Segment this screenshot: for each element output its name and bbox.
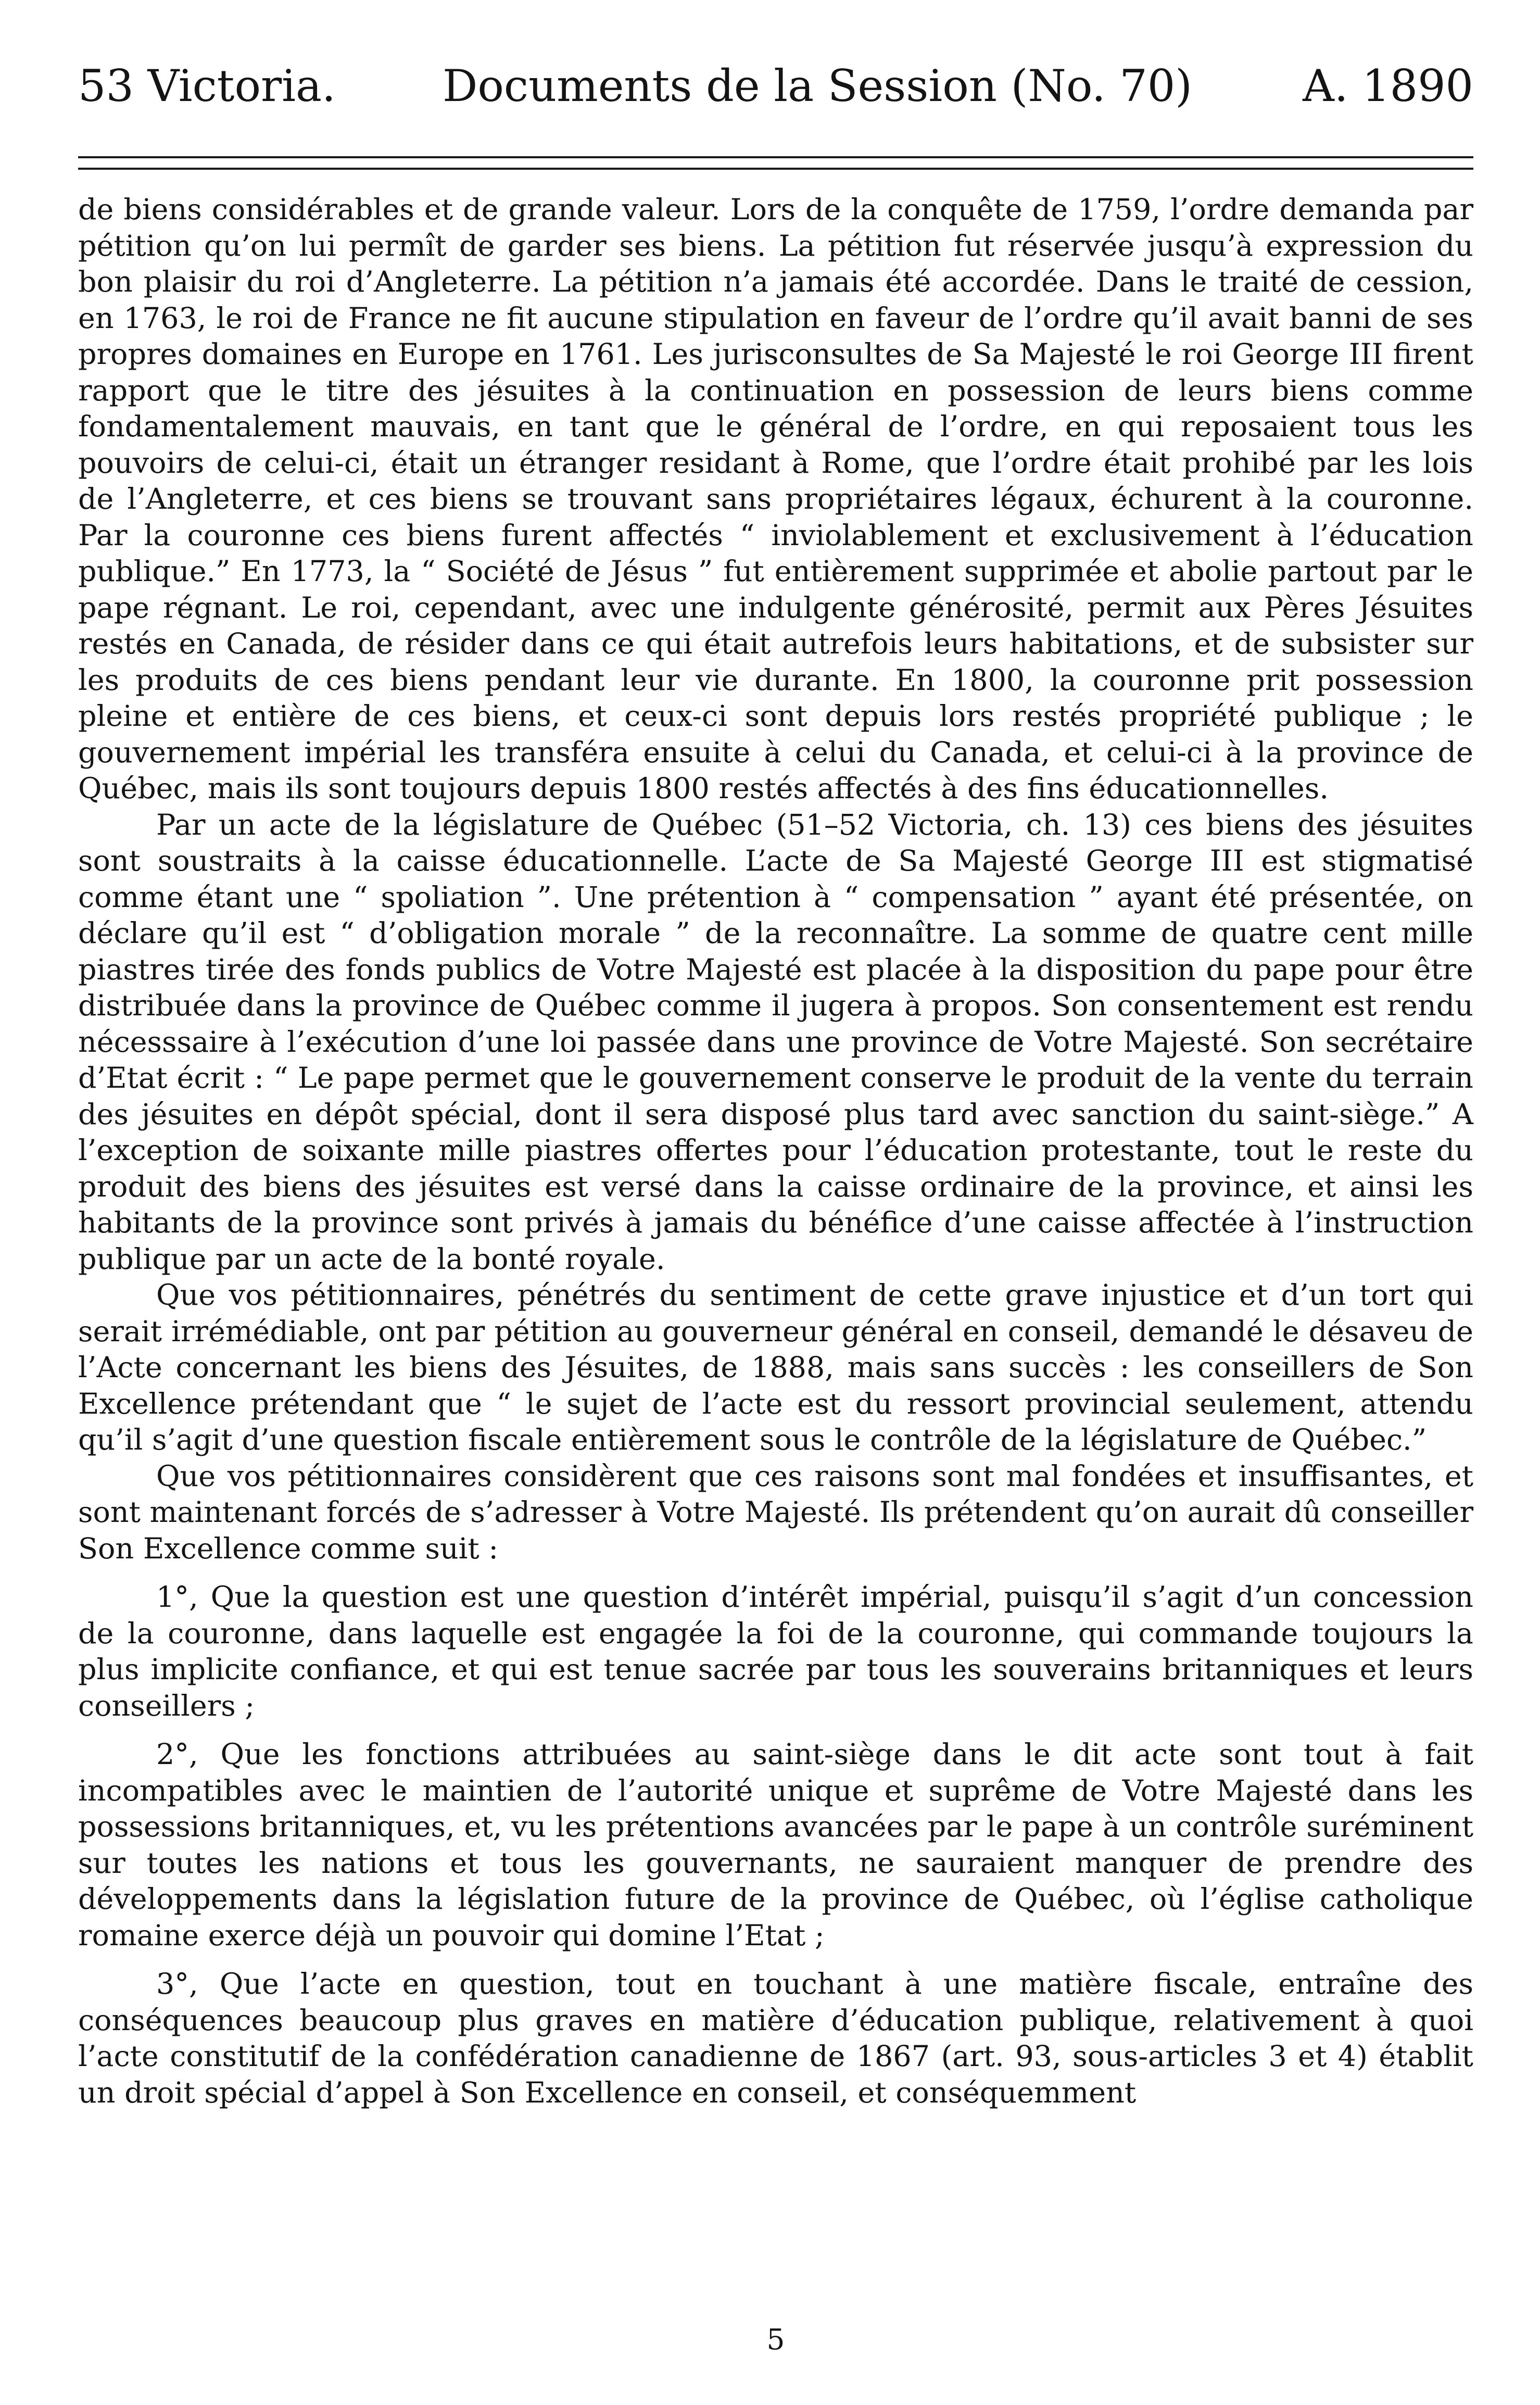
header-rule-top [78,156,1473,158]
page-number: 5 [766,2323,785,2356]
document-page [78,57,1473,2369]
list-item-second: 2°, Que les fonctions attribuées au saint-siège dans le dit acte sont tout à fait incompatibles avec le maintien de l’autorité unique et suprême de Votre Majesté dans les possessions britanniques, et, vu les prétentions avancées par le pape à un contrôle suréminent sur toutes les nations et tous les gouvernants, ne sauraient manquer de prendre des développements dans la législation future de la province de Québec, où l’église catholique romaine exerce déjà un pouvoir qui domine l’Etat ; [78,1737,1473,1953]
paragraph-petition-disallowance: Que vos pétitionnaires, pénétrés du sentiment de cette grave injustice et d’un tort qui serait irrémédiable, ont par pétition au gouverneur général en conseil, demandé le désaveu de l’Acte concernant les biens des Jésuites, de 1888, mais sans succès : les conseillers de Son Excellence prétendant que “ le sujet de l’acte est du ressort provincial seulement, attendu qu’il s’agit d’une question fiscale entièrement sous le contrôle de la législature de Québec.” [78,1278,1473,1457]
paragraph-quebec-act: Par un acte de la législature de Québec (51–52 Victoria, ch. 13) ces biens des jésuites sont soustraits à la caisse éducationnelle. L’acte de Sa Majesté George III est stigmatisé comme étant une “ spoliation ”. Une prétention à “ compensation ” ayant été présentée, on déclare qu’il est “ d’obligation morale ” de la reconnaître. La somme de quatre cent mille piastres tirée des fonds publics de Votre Majesté est placée à la disposition du pape pour être distribuée dans la province de Québec comme il jugera à propos. Son consentement est rendu nécesssaire à l’exécution d’une loi passée dans une province de Votre Majesté. Son secrétaire d’Etat écrit : “ Le pape permet que le gouvernement conserve le produit de la vente du terrain des jésuites en dépôt spécial, dont il sera disposé plus tard avec sanction du saint-siège.” A l’exception de soixante mille piastres offertes pour l’éducation protestante, tout le reste du produit des biens des jésuites est versé dans la caisse ordinaire de la province, et ainsi les habitants de la province sont privés à jamais du bénéfice d’une caisse affectée à l’instruction publique par un acte de la bonté royale. [78,808,1473,1276]
header-document-title: Documents de la Session (No. 70) [443,60,1193,111]
paragraph-petitioners-claim: Que vos pétitionnaires considèrent que ces raisons sont mal fondées et insuffisantes, et sont maintenant forcés de s’adresser à Votre Majesté. Ils prétendent qu’on aurait dû conseiller Son Excellence comme suit : [78,1459,1473,1566]
header-session-year: 53 Victoria. [78,60,336,111]
header-rule-bottom [78,168,1473,170]
list-item-first: 1°, Que la question est une question d’intérêt impérial, puisqu’il s’agit d’un concession de la couronne, dans laquelle est engagée la foi de la couronne, qui commande toujours la plus implicite confiance, et qui est tenue sacrée par tous les souverains britanniques et leurs conseillers ; [78,1580,1473,1723]
paragraph-continuation: de biens considérables et de grande valeur. Lors de la conquête de 1759, l’ordre demanda par pétition qu’on lui permît de garder ses biens. La pétition fut réservée jusqu’à expression du bon plaisir du roi d’Angleterre. La pétition n’a jamais été accordée. Dans le traité de cession, en 1763, le roi de France ne fit aucune stipulation en faveur de l’ordre qu’il avait banni de ses propres domaines en Europe en 1761. Les jurisconsultes de Sa Majesté le roi George III firent rapport que le titre des jésuites à la continuation en possession de leurs biens comme fondamentalement mauvais, en tant que le général de l’ordre, en qui reposaient tous les pouvoirs de celui-ci, était un étranger residant à Rome, que l’ordre était prohibé par les lois de l’Angleterre, et ces biens se trouvant sans propriétaires légaux, échurent à la couronne. Par la couronne ces biens furent affectés “ inviolablement et exclusivement à l’éducation publique.” En 1773, la “ Société de Jésus ” fut entièrement supprimée et abolie partout par le pape régnant. Le roi, cependant, avec une indulgente générosité, permit aux Pères Jésuites restés en Canada, de résider dans ce qui était autrefois leurs habitations, et de subsister sur les produits de ces biens pendant leur vie durante. En 1800, la couronne prit possession pleine et entière de ces biens, et ceux-ci sont depuis lors restés propriété publique ; le gouvernement impérial les transféra ensuite à celui du Canada, et celui-ci à la province de Québec, mais ils sont toujours depuis 1800 restés affectés à des fins éducationnelles. [78,193,1473,805]
body-text [78,192,1473,2111]
header-annual-year: A. 1890 [1303,60,1473,111]
list-item-third: 3°, Que l’acte en question, tout en touchant à une matière fiscale, entraîne des conséquences beaucoup plus graves en matière d’éducation publique, relativement à quoi l’acte constitutif de la confédération canadienne de 1867 (art. 93, sous-articles 3 et 4) établit un droit spécial d’appel à Son Excellence en conseil, et conséquemment [78,1967,1473,2110]
running-header [78,57,1473,115]
